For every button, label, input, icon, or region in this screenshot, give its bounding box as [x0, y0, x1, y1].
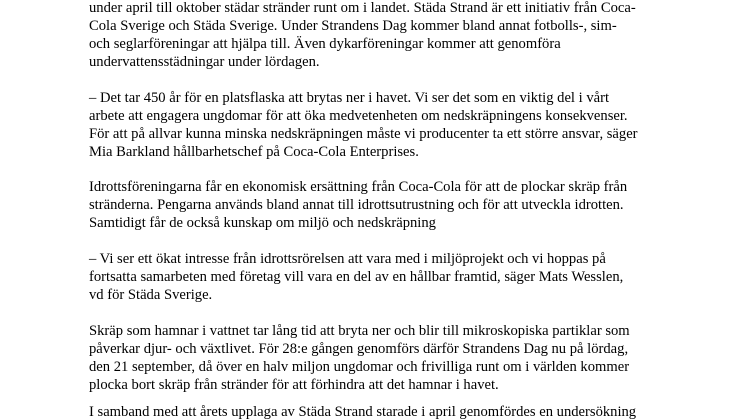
- text-line: arbete att engagera ungdomar för att öka medvetenheten om nedskräpningens konsekvenser.: [89, 108, 628, 124]
- text-line: vd för Städa Sverige.: [89, 287, 213, 303]
- text-line: och seglarföreningar att hjälpa till. Även dykarföreningar kommer att genomföra: [89, 36, 561, 52]
- text-line: undervattensstädningar under lördagen.: [89, 54, 320, 70]
- text-line: stränderna. Pengarna används bland annat till idrottsutrustning och för att utveckla idrotten.: [89, 197, 624, 213]
- text-line: – Det tar 450 år för en platsflaska att brytas ner i havet. Vi ser det som en viktig del i vårt: [89, 90, 610, 106]
- text-line: Samtidigt får de också kunskap om miljö och nedskräpning: [89, 215, 436, 231]
- text-line: fortsatta samarbeten med företag vill vara en del av en hållbar framtid, säger Mats Wesslen,: [89, 269, 624, 285]
- text-line: Cola Sverige och Städa Sverige. Under Strandens Dag kommer bland annat fotbolls-, sim-: [89, 18, 617, 34]
- text-line: Idrottsföreningarna får en ekonomisk ersättning från Coca-Cola för att de plockar skräp från: [89, 179, 628, 195]
- text-line: Skräp som hamnar i vattnet tar lång tid att bryta ner och blir till mikroskopiska partiklar som: [89, 323, 630, 339]
- text-line: Mia Barkland hållbarhetschef på Coca-Cola Enterprises.: [89, 144, 419, 160]
- text-line: – Vi ser ett ökat intresse från idrottsrörelsen att vara med i miljöprojekt och vi hoppas på: [89, 251, 606, 267]
- text-line: den 21 september, då över en halv miljon ungdomar och frivilliga runt om i världen kommer: [89, 359, 630, 375]
- text-line: under april till oktober städar stränder runt om i landet. Städa Strand är ett initiativ från Coca-: [89, 0, 636, 16]
- text-line: I samband med att årets upplaga av Städa Strand starade i april genomfördes en undersökning: [89, 404, 637, 419]
- text-line: plocka bort skräp från stränder för att förhindra att det hamnar i havet.: [89, 377, 499, 393]
- text-line: påverkar djur- och växtlivet. För 28:e gången genomförs därför Strandens Dag nu på lördag,: [89, 341, 629, 357]
- text-line: För att på allvar kunna minska nedskräpningen måste vi producenter ta ett större ansvar, säger: [89, 126, 638, 142]
